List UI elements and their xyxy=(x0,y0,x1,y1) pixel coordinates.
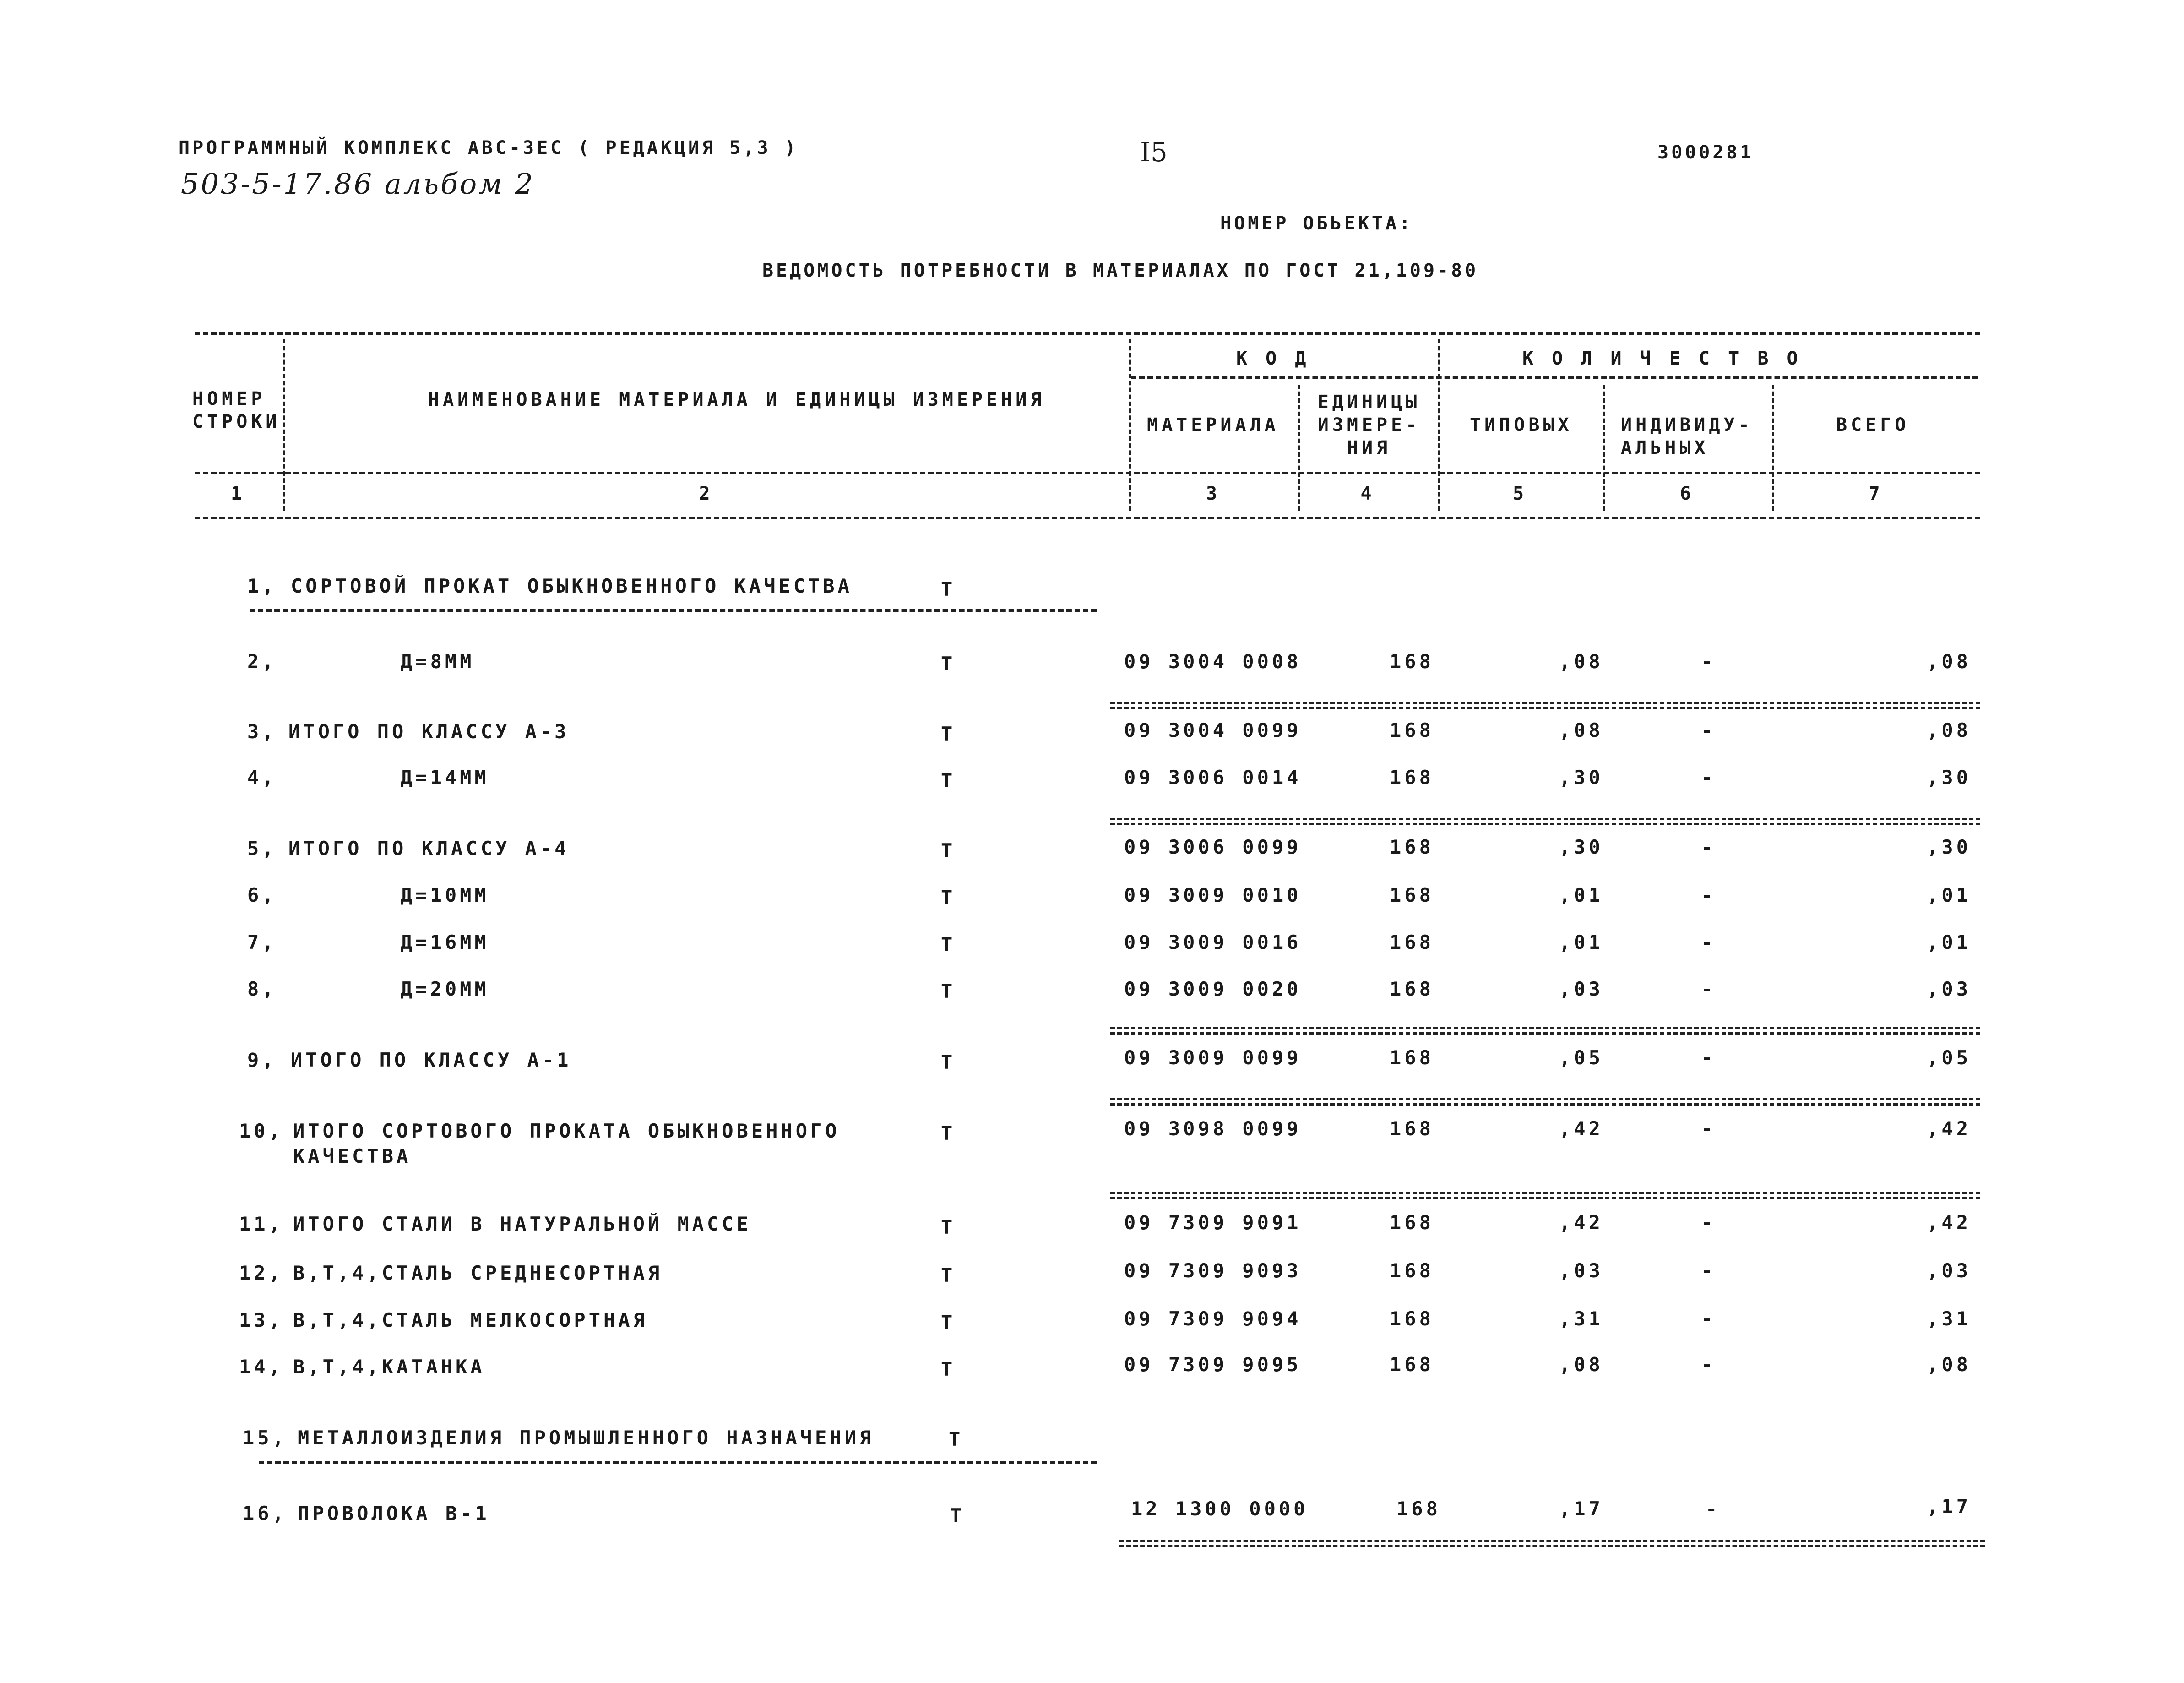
row-6-ind: - xyxy=(1701,884,1716,906)
row-3-code: 09 3004 0099 xyxy=(1124,719,1302,741)
row-10-tot: ,42 xyxy=(1927,1117,1971,1140)
row-11-code: 09 7309 9091 xyxy=(1124,1211,1302,1234)
row-4-ucode: 168 xyxy=(1390,766,1434,789)
header-unit-2: ИЗМЕРЕ- xyxy=(1317,414,1421,436)
row-5-tot: ,30 xyxy=(1927,836,1971,858)
row-14-tot: ,08 xyxy=(1927,1353,1971,1376)
row-10-name-cont: КАЧЕСТВА xyxy=(293,1145,412,1167)
row-2-ind: - xyxy=(1701,650,1716,673)
object-label: НОМЕР ОБЬЕКТА: xyxy=(1220,213,1413,234)
row-5-ucode: 168 xyxy=(1390,836,1434,858)
row-4-unit: Т xyxy=(941,769,956,792)
row-1-name: СОРТОВОЙ ПРОКАТ ОБЫКНОВЕННОГО КАЧЕСТВА xyxy=(291,575,853,597)
row-9-tot: ,05 xyxy=(1927,1046,1971,1069)
row-9-typ: ,05 xyxy=(1559,1046,1603,1069)
row-3-no: 3, xyxy=(247,720,277,743)
row-5-code: 09 3006 0099 xyxy=(1124,836,1302,858)
row-15-unit: Т xyxy=(949,1428,964,1450)
row-12-ucode: 168 xyxy=(1390,1259,1434,1282)
row-6-no: 6, xyxy=(247,884,277,906)
row-12-code: 09 7309 9093 xyxy=(1124,1259,1302,1282)
row-7-name: Д=16ММ xyxy=(401,931,489,953)
row-4-ind: - xyxy=(1701,766,1716,789)
row-11-tot: ,42 xyxy=(1927,1211,1971,1234)
row-9-name: ИТОГО ПО КЛАССУ А-1 xyxy=(291,1049,572,1071)
row-6-ucode: 168 xyxy=(1390,884,1434,906)
section-1-underline xyxy=(250,609,1097,612)
row-2-no: 2, xyxy=(247,650,277,673)
row-7-no: 7, xyxy=(247,931,277,953)
row-8-name: Д=20ММ xyxy=(401,978,489,1000)
row-8-tot: ,03 xyxy=(1927,978,1971,1000)
document-title: ВЕДОМОСТЬ ПОТРЕБНОСТИ В МАТЕРИАЛАХ ПО ГОСТ 21,109-80 xyxy=(762,260,1479,281)
row-2-tot: ,08 xyxy=(1927,650,1971,673)
row-15-name: МЕТАЛЛОИЗДЕЛИЯ ПРОМЫШЛЕННОГО НАЗНАЧЕНИЯ xyxy=(298,1427,875,1449)
subtotal-rule-9 xyxy=(1110,1027,1980,1035)
row-16-ucode: 168 xyxy=(1396,1498,1441,1520)
row-11-ind: - xyxy=(1701,1211,1716,1234)
section-15-underline xyxy=(259,1461,1097,1464)
handwritten-ref: 503-5-17.86 альбом 2 xyxy=(181,167,535,201)
row-9-unit: Т xyxy=(941,1051,956,1073)
row-16-ind: - xyxy=(1706,1498,1721,1520)
row-5-no: 5, xyxy=(247,837,277,860)
header-typical: ТИПОВЫХ xyxy=(1470,414,1573,436)
row-3-tot: ,08 xyxy=(1927,719,1971,741)
row-14-ucode: 168 xyxy=(1390,1353,1434,1376)
row-10-ucode: 168 xyxy=(1390,1117,1434,1140)
row-12-name: В,Т,4,СТАЛЬ СРЕДНЕСОРТНАЯ xyxy=(293,1262,663,1284)
header-code-group: К О Д xyxy=(1236,348,1310,369)
row-7-typ: ,01 xyxy=(1559,931,1603,953)
row-2-name: Д=8ММ xyxy=(401,650,475,673)
header-total: ВСЕГО xyxy=(1836,414,1910,436)
header-name: НАИМЕНОВАНИЕ МАТЕРИАЛА И ЕДИНИЦЫ ИЗМЕРЕНИЯ xyxy=(428,389,1045,410)
row-12-typ: ,03 xyxy=(1559,1259,1603,1282)
row-4-code: 09 3006 0014 xyxy=(1124,766,1302,789)
row-11-no: 11, xyxy=(239,1213,283,1235)
row-7-code: 09 3009 0016 xyxy=(1124,931,1302,953)
row-3-unit: Т xyxy=(941,723,956,745)
header-row-no-1: НОМЕР xyxy=(192,388,266,409)
header-top-rule xyxy=(195,332,1980,335)
subtotal-rule-10 xyxy=(1110,1098,1980,1106)
col-num-7: 7 xyxy=(1869,483,1884,504)
col-num-4: 4 xyxy=(1360,483,1375,504)
row-14-ind: - xyxy=(1701,1353,1716,1376)
row-11-unit: Т xyxy=(941,1216,956,1238)
col-num-5: 5 xyxy=(1512,483,1528,504)
header-unit-3: НИЯ xyxy=(1347,437,1391,458)
row-3-ucode: 168 xyxy=(1390,719,1434,741)
row-2-ucode: 168 xyxy=(1390,650,1434,673)
header-row-no-2: СТРОКИ xyxy=(192,411,281,432)
row-15-no: 15, xyxy=(243,1427,287,1449)
row-13-ind: - xyxy=(1701,1307,1716,1330)
row-13-unit: Т xyxy=(941,1311,956,1334)
code-group-rule xyxy=(1131,376,1978,379)
row-11-ucode: 168 xyxy=(1390,1211,1434,1234)
row-11-name: ИТОГО СТАЛИ В НАТУРАЛЬНОЙ МАССЕ xyxy=(293,1213,751,1235)
row-10-ind: - xyxy=(1701,1117,1716,1140)
row-6-tot: ,01 xyxy=(1927,884,1971,906)
row-16-name: ПРОВОЛОКА В-1 xyxy=(298,1502,490,1525)
row-12-tot: ,03 xyxy=(1927,1259,1971,1282)
row-8-ind: - xyxy=(1701,978,1716,1000)
row-14-no: 14, xyxy=(239,1356,283,1378)
row-13-typ: ,31 xyxy=(1559,1307,1603,1330)
row-16-no: 16, xyxy=(243,1502,287,1525)
row-2-unit: Т xyxy=(941,653,956,675)
row-6-typ: ,01 xyxy=(1559,884,1603,906)
row-16-tot: ,17 xyxy=(1927,1495,1971,1518)
row-5-name: ИТОГО ПО КЛАССУ А-4 xyxy=(288,837,570,860)
header-unit-1: ЕДИНИЦЫ xyxy=(1317,392,1421,413)
row-8-no: 8, xyxy=(247,978,277,1000)
row-5-ind: - xyxy=(1701,836,1716,858)
row-13-no: 13, xyxy=(239,1309,283,1331)
header-individual-1: ИНДИВИДУ- xyxy=(1621,414,1753,436)
doc-code: 3000281 xyxy=(1657,142,1754,163)
row-7-unit: Т xyxy=(941,933,956,956)
col-num-6: 6 xyxy=(1679,483,1695,504)
row-12-no: 12, xyxy=(239,1262,283,1284)
row-6-unit: Т xyxy=(941,886,956,909)
row-4-name: Д=14ММ xyxy=(401,766,489,789)
col-num-3: 3 xyxy=(1206,483,1221,504)
col-num-2: 2 xyxy=(699,483,714,504)
header-material: МАТЕРИАЛА xyxy=(1147,414,1279,436)
row-9-ind: - xyxy=(1701,1046,1716,1069)
row-10-no: 10, xyxy=(239,1120,283,1142)
header-qty-group: К О Л И Ч Е С Т В О xyxy=(1522,348,1802,369)
row-14-name: В,Т,4,КАТАНКА xyxy=(293,1356,485,1378)
row-1-no: 1, xyxy=(247,575,277,597)
row-7-ucode: 168 xyxy=(1390,931,1434,953)
row-5-typ: ,30 xyxy=(1559,836,1603,858)
row-7-ind: - xyxy=(1701,931,1716,953)
row-7-tot: ,01 xyxy=(1927,931,1971,953)
row-10-unit: Т xyxy=(941,1122,956,1144)
row-5-unit: Т xyxy=(941,839,956,862)
subtotal-rule-5 xyxy=(1110,818,1980,825)
row-12-unit: Т xyxy=(941,1264,956,1286)
row-14-unit: Т xyxy=(941,1358,956,1380)
row-8-typ: ,03 xyxy=(1559,978,1603,1000)
row-8-code: 09 3009 0020 xyxy=(1124,978,1302,1000)
row-13-name: В,Т,4,СТАЛЬ МЕЛКОСОРТНАЯ xyxy=(293,1309,648,1331)
row-6-code: 09 3009 0010 xyxy=(1124,884,1302,906)
header-bottom-rule xyxy=(195,517,1980,519)
row-9-code: 09 3009 0099 xyxy=(1124,1046,1302,1069)
row-10-code: 09 3098 0099 xyxy=(1124,1117,1302,1140)
row-8-ucode: 168 xyxy=(1390,978,1434,1000)
row-3-ind: - xyxy=(1701,719,1716,741)
row-10-name: ИТОГО СОРТОВОГО ПРОКАТА ОБЫКНОВЕННОГО xyxy=(293,1120,840,1142)
row-12-ind: - xyxy=(1701,1259,1716,1282)
row-1-unit: Т xyxy=(941,578,956,600)
row-9-no: 9, xyxy=(247,1049,277,1071)
row-2-code: 09 3004 0008 xyxy=(1124,650,1302,673)
subtotal-rule-11 xyxy=(1110,1192,1980,1199)
row-4-no: 4, xyxy=(247,766,277,789)
col-num-1: 1 xyxy=(230,483,246,504)
header-individual-2: АЛЬНЫХ xyxy=(1621,437,1709,458)
row-13-tot: ,31 xyxy=(1927,1307,1971,1330)
row-2-typ: ,08 xyxy=(1559,650,1603,673)
row-4-tot: ,30 xyxy=(1927,766,1971,789)
page-number: I5 xyxy=(1140,136,1168,168)
row-13-ucode: 168 xyxy=(1390,1307,1434,1330)
row-11-typ: ,42 xyxy=(1559,1211,1603,1234)
program-line: ПРОГРАММНЫЙ КОМПЛЕКС АВС-3ЕС ( РЕДАКЦИЯ 5,3 ) xyxy=(179,137,799,158)
header-mid-rule xyxy=(195,472,1980,474)
row-6-name: Д=10ММ xyxy=(401,884,489,906)
row-14-typ: ,08 xyxy=(1559,1353,1603,1376)
row-10-typ: ,42 xyxy=(1559,1117,1603,1140)
row-8-unit: Т xyxy=(941,980,956,1002)
row-3-name: ИТОГО ПО КЛАССУ А-3 xyxy=(288,720,570,743)
row-16-typ: ,17 xyxy=(1559,1498,1603,1520)
subtotal-rule-3 xyxy=(1110,702,1980,709)
subtotal-rule-16 xyxy=(1119,1540,1985,1547)
row-3-typ: ,08 xyxy=(1559,719,1603,741)
row-13-code: 09 7309 9094 xyxy=(1124,1307,1302,1330)
row-4-typ: ,30 xyxy=(1559,766,1603,789)
row-16-unit: Т xyxy=(950,1504,965,1527)
row-16-code: 12 1300 0000 xyxy=(1131,1498,1309,1520)
row-9-ucode: 168 xyxy=(1390,1046,1434,1069)
row-14-code: 09 7309 9095 xyxy=(1124,1353,1302,1376)
